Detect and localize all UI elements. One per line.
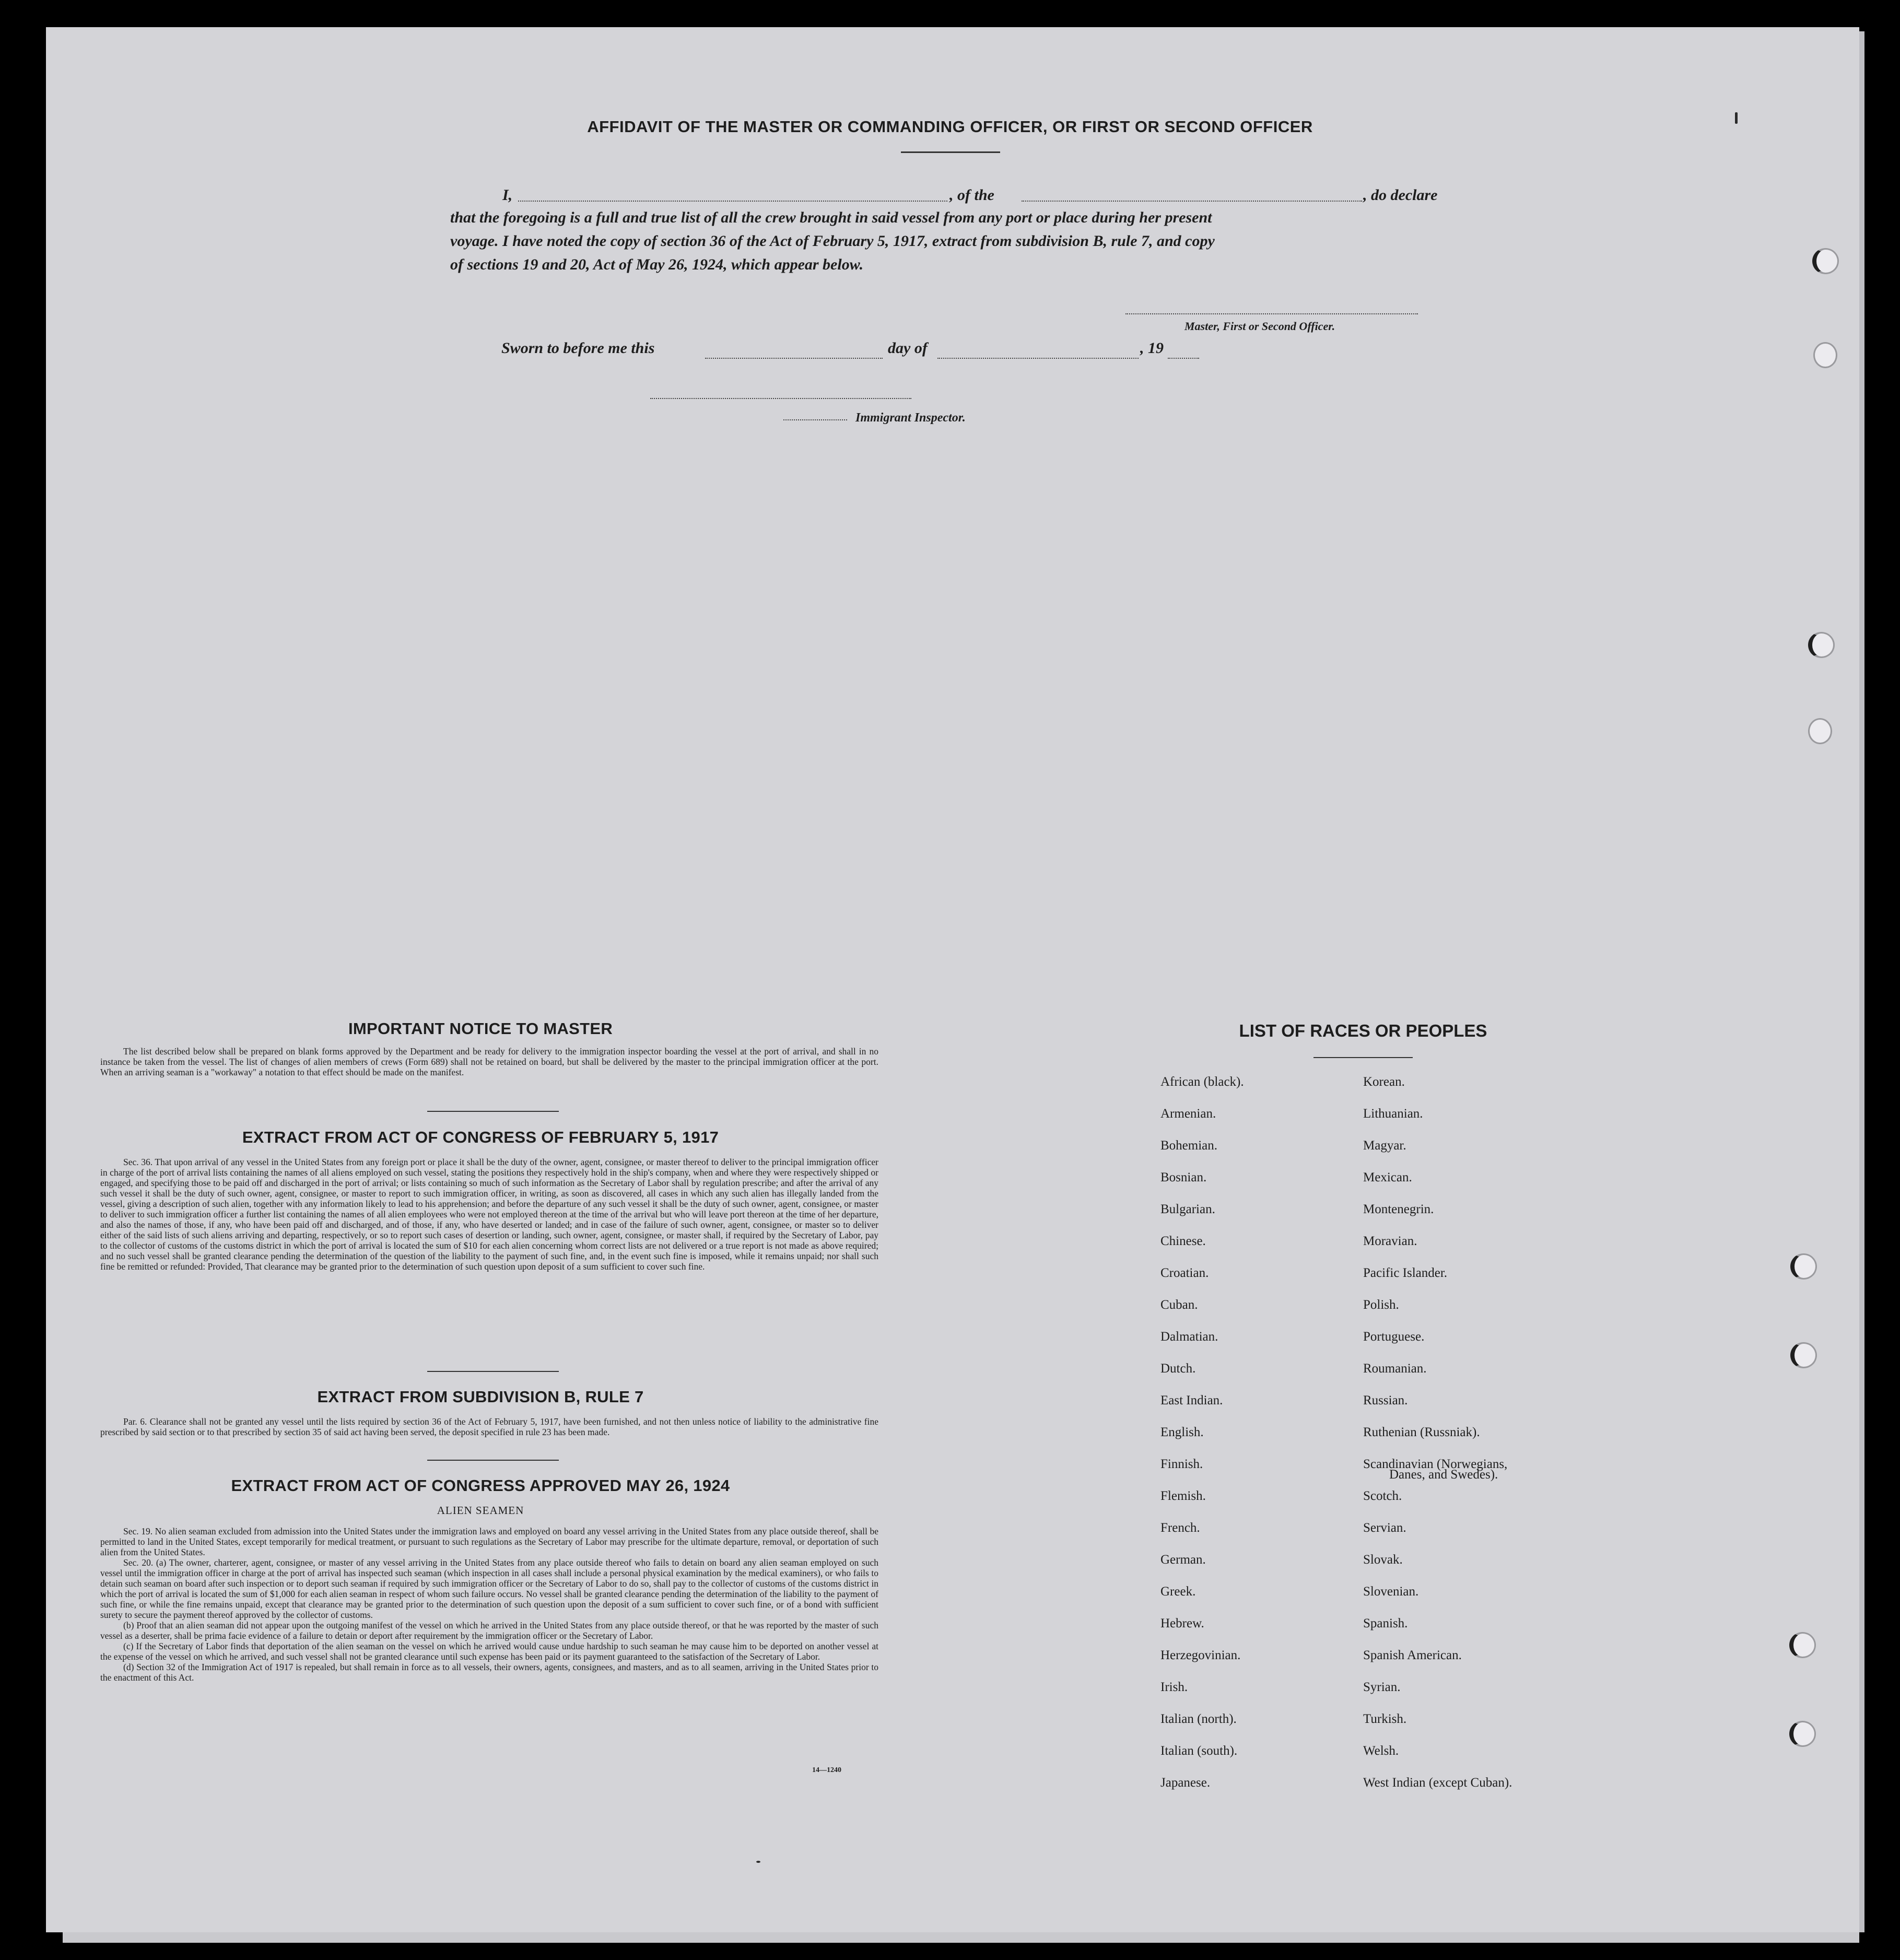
sworn-prefix: Sworn to before me this bbox=[501, 339, 655, 357]
race-item: French. bbox=[1160, 1521, 1200, 1535]
extract-1917-text: Sec. 36. That upon arrival of any vessel in the United States from any foreign port or place it shall be the duty of the owner, agent, consignee, or master thereof to deliver to the principal immigration officer in charge of the port of arrival lists containing the names of all aliens employed on such vessel, stating the positions they respectively hold in the ship's company, when and where they were respectively shipped or engaged, and specifying those to be paid off and discharged in the port of arrival; or lists containing so much of such information as the Secretary of Labor shall by regulation prescribe; and after the arrival of any such vessel it shall be the duty of such owner, agent, consignee, or master to report to such immigration officer, in writing, as soon as discovered, all cases in which any such alien has illegally landed from the vessel, giving a description of such alien, together with any information likely to lead to his apprehension; and before the departure of any such vessel it shall be the duty of such owner, agent, consignee, or master to deliver to such immigration officer a further list containing the names of all alien employees who were not employed thereon at the time of the arrival but who will leave port thereon at the time of her departure, and also the names of those, if any, who have been paid off and discharged, and of those, if any, who have deserted or landed; and in case of the failure of such owner, agent, consignee, or master so to deliver either of the said lists of such aliens arriving and departing, respectively, or so to report such cases of desertion or landing, such owner, agent, consignee, or master shall, if required by the Secretary of Labor, pay to the collector of customs of the customs district in which the port of arrival is located the sum of $10 for each alien concerning whom correct lists are not delivered or a true report is not made as above required; and no such vessel shall be granted clearance pending the determination of the question of the liability to the payment of such fine, and, in the event such fine is imposed, while it remains unpaid; nor shall such fine be remitted or refunded: Provided, That clearance may be granted prior to the determination of such question upon deposit of a sum sufficient to cover such fine. bbox=[100, 1157, 878, 1272]
inspector-caption: Immigrant Inspector. bbox=[855, 411, 966, 425]
title-divider bbox=[901, 151, 1000, 153]
race-item: Mexican. bbox=[1363, 1170, 1412, 1184]
race-item: Magyar. bbox=[1363, 1139, 1406, 1153]
race-item: Scandinavian (Norwegians, bbox=[1363, 1457, 1508, 1471]
sworn-year-blank bbox=[1168, 358, 1199, 359]
sec20c-text: (c) If the Secretary of Labor finds that deportation of the alien seaman on the vessel on which he arrived would cause undue hardship to such seaman he may cause him to be deported on another vessel at the expense of the vessel on which he arrived, and such vessel shall not be granted clearance until such expense has been paid or its payment guaranteed to the satisfaction of the Secretary of Labor. bbox=[100, 1641, 878, 1662]
sec20c-paragraph bbox=[100, 1641, 878, 1662]
sec20a-text: Sec. 20. (a) The owner, charterer, agent, consignee, or master of any vessel arriving in the United States from any place outside thereof who fails to detain on board any alien seaman employed on such vessel until the immigration officer in charge at the port of arrival has inspected such seaman (which inspection in all cases shall include a personal physical examination by the medical examiners), or who fails to detain such seaman on board after such inspection or to deport such seaman if required by such immigration officer or the Secretary of Labor to do so, shall pay to the collector of customs of the customs district in which the port of arrival is located the sum of $1,000 for each alien seaman in respect of whom such failure occurs. No vessel shall be granted clearance pending the determination of the liability to the payment of such fine, or while the fine remains unpaid, except that clearance may be granted prior to the determination of such question upon the deposit of a sum sufficient to cover such fine, or of a bond with sufficient surety to secure the payment thereof approved by the collector of customs. bbox=[100, 1557, 878, 1620]
alien-seamen-subtitle: ALIEN SEAMEN bbox=[437, 1504, 524, 1517]
race-item: Lithuanian. bbox=[1363, 1107, 1423, 1121]
race-item: English. bbox=[1160, 1425, 1204, 1439]
punch-hole bbox=[1789, 1632, 1816, 1658]
race-item: Spanish. bbox=[1363, 1616, 1408, 1630]
divider bbox=[427, 1460, 559, 1461]
affidavit-i: I, bbox=[502, 186, 513, 204]
sworn-year-prefix: , 19 bbox=[1140, 339, 1164, 357]
extract-rule7-text: Par. 6. Clearance shall not be granted any vessel until the lists required by section 36 of the Act of February 5, 1917, have been furnished, and not then unless notice of liability to the administrative fine prescribed by said section or to that prescribed by section 35 of said act having been served, the deposit specified in rule 23 has been made. bbox=[100, 1416, 878, 1437]
extract-rule7-title: EXTRACT FROM SUBDIVISION B, RULE 7 bbox=[317, 1388, 644, 1406]
race-item: Polish. bbox=[1363, 1298, 1399, 1312]
punch-hole bbox=[1808, 632, 1835, 658]
race-item: Slovenian. bbox=[1363, 1585, 1419, 1599]
punch-hole bbox=[1790, 1342, 1817, 1368]
race-item: Irish. bbox=[1160, 1680, 1188, 1694]
race-item: Scotch. bbox=[1363, 1489, 1402, 1503]
race-item: Cuban. bbox=[1160, 1298, 1198, 1312]
sec20b-text: (b) Proof that an alien seaman did not appear upon the outgoing manifest of the vessel on which he arrived in the United States from any place outside thereof, or that he was reported by the master of such vessel as a deserter, shall be prima facie evidence of a failure to detain or deport after requirement by the immigration officer or the Secretary of Labor. bbox=[100, 1620, 878, 1641]
sec19-paragraph bbox=[100, 1526, 878, 1557]
affidavit-line3: voyage. I have noted the copy of section 36 of the Act of February 5, 1917, extract from subdivision B, rule 7, and copy bbox=[450, 232, 1215, 250]
sec20b-paragraph bbox=[100, 1620, 878, 1641]
sec20a-paragraph bbox=[100, 1557, 878, 1620]
race-item: Japanese. bbox=[1160, 1776, 1211, 1790]
punch-hole bbox=[1808, 718, 1832, 744]
race-item: Portuguese. bbox=[1363, 1330, 1425, 1344]
race-item: African (black). bbox=[1160, 1075, 1244, 1089]
name-blank bbox=[518, 201, 947, 202]
signature-blank bbox=[1125, 313, 1418, 314]
punch-hole bbox=[1813, 342, 1837, 368]
race-item: Dalmatian. bbox=[1160, 1330, 1218, 1344]
race-item: Turkish. bbox=[1363, 1712, 1407, 1726]
race-item: Hebrew. bbox=[1160, 1616, 1204, 1630]
punch-hole bbox=[1789, 1721, 1816, 1747]
races-title: LIST OF RACES OR PEOPLES bbox=[1239, 1021, 1487, 1040]
race-item: Herzegovinian. bbox=[1160, 1648, 1241, 1662]
ink-mark bbox=[756, 1861, 760, 1863]
race-item: Ruthenian (Russniak). bbox=[1363, 1425, 1480, 1439]
extract-1917-body bbox=[100, 1157, 878, 1272]
punch-hole bbox=[1812, 248, 1839, 274]
race-item: Montenegrin. bbox=[1363, 1202, 1434, 1216]
race-item: Italian (north). bbox=[1160, 1712, 1237, 1726]
affidavit-title: AFFIDAVIT OF THE MASTER OR COMMANDING OFFICER, OR FIRST OR SECOND OFFICER bbox=[587, 118, 1313, 136]
race-item: Roumanian. bbox=[1363, 1362, 1427, 1376]
affidavit-declare: , do declare bbox=[1363, 186, 1438, 204]
race-item: Dutch. bbox=[1160, 1362, 1196, 1376]
inspector-signature-blank bbox=[650, 398, 911, 399]
race-item: Korean. bbox=[1363, 1075, 1405, 1089]
notice-text: The list described below shall be prepared on blank forms approved by the Department and be ready for delivery to the immigration inspector boarding the vessel at the port of arrival, and shall in no instance be taken from the vessel. The list of changes of alien members of crews (Form 689) shall not be retained on board, but shall be delivered by the master to the principal immigration officer at the port. When an arriving seaman is a "workaway" a notation to that effect should be made on the manifest. bbox=[100, 1046, 878, 1077]
sec20d-paragraph bbox=[100, 1662, 878, 1683]
race-item: Bulgarian. bbox=[1160, 1202, 1215, 1216]
notice-body bbox=[100, 1046, 878, 1077]
race-item: Welsh. bbox=[1363, 1744, 1399, 1758]
extract-1924-title: EXTRACT FROM ACT OF CONGRESS APPROVED MAY 26, 1924 bbox=[231, 1476, 730, 1495]
sworn-month-blank bbox=[937, 358, 1139, 359]
extract-rule7-body bbox=[100, 1416, 878, 1437]
race-item: Croatian. bbox=[1160, 1266, 1209, 1280]
punch-hole bbox=[1790, 1253, 1817, 1280]
divider bbox=[427, 1371, 559, 1372]
race-item: Syrian. bbox=[1363, 1680, 1401, 1694]
vessel-blank bbox=[1022, 201, 1362, 202]
race-item: Bosnian. bbox=[1160, 1170, 1207, 1184]
race-item: Armenian. bbox=[1160, 1107, 1216, 1121]
form-number: 14—1240 bbox=[812, 1766, 841, 1774]
extract-1924-body bbox=[100, 1526, 878, 1683]
race-item: Russian. bbox=[1363, 1393, 1408, 1407]
sworn-day-blank bbox=[705, 358, 883, 359]
race-item: German. bbox=[1160, 1553, 1206, 1567]
race-item: Greek. bbox=[1160, 1585, 1196, 1599]
extract-1917-title: EXTRACT FROM ACT OF CONGRESS OF FEBRUARY 5, 1917 bbox=[242, 1128, 719, 1146]
sworn-day-of: day of bbox=[888, 339, 928, 357]
divider bbox=[427, 1111, 559, 1112]
affidavit-of-the: , of the bbox=[949, 186, 994, 204]
race-item: East Indian. bbox=[1160, 1393, 1223, 1407]
sec19-text: Sec. 19. No alien seaman excluded from admission into the United States under the immigration laws and employed on board any vessel arriving in the United States from any place outside thereof, shall be permitted to land in the United States, except temporarily for medical treatment, or pursuant to such regulations as the Secretary of Labor may prescribe for the ultimate departure, removal, or deportation of such alien from the United States. bbox=[100, 1526, 878, 1557]
signature-caption: Master, First or Second Officer. bbox=[1184, 320, 1335, 333]
race-item: Finnish. bbox=[1160, 1457, 1203, 1471]
race-item: Servian. bbox=[1363, 1521, 1406, 1535]
affidavit-line2: that the foregoing is a full and true list of all the crew brought in said vessel from any port or place during her present bbox=[450, 209, 1212, 226]
races-divider bbox=[1313, 1057, 1413, 1058]
race-item: Moravian. bbox=[1363, 1234, 1417, 1248]
race-item: Flemish. bbox=[1160, 1489, 1206, 1503]
sec20d-text: (d) Section 32 of the Immigration Act of 1917 is repealed, but shall remain in force as to all vessels, their owners, agents, consignees, and masters, and as to all seamen, arriving in the United States prior to the enactment of this Act. bbox=[100, 1662, 878, 1683]
notice-title: IMPORTANT NOTICE TO MASTER bbox=[348, 1019, 613, 1038]
race-item: Chinese. bbox=[1160, 1234, 1206, 1248]
affidavit-line4: of sections 19 and 20, Act of May 26, 1924, which appear below. bbox=[450, 256, 864, 273]
race-item: Pacific Islander. bbox=[1363, 1266, 1448, 1280]
race-item: Slovak. bbox=[1363, 1553, 1403, 1567]
race-item: West Indian (except Cuban). bbox=[1363, 1776, 1512, 1790]
race-item: Bohemian. bbox=[1160, 1139, 1218, 1153]
inspector-caption-lead bbox=[783, 419, 847, 420]
race-item-scandinavian-cont: Danes, and Swedes). bbox=[1389, 1468, 1498, 1482]
race-item: Italian (south). bbox=[1160, 1744, 1238, 1758]
race-item: Spanish American. bbox=[1363, 1648, 1462, 1662]
